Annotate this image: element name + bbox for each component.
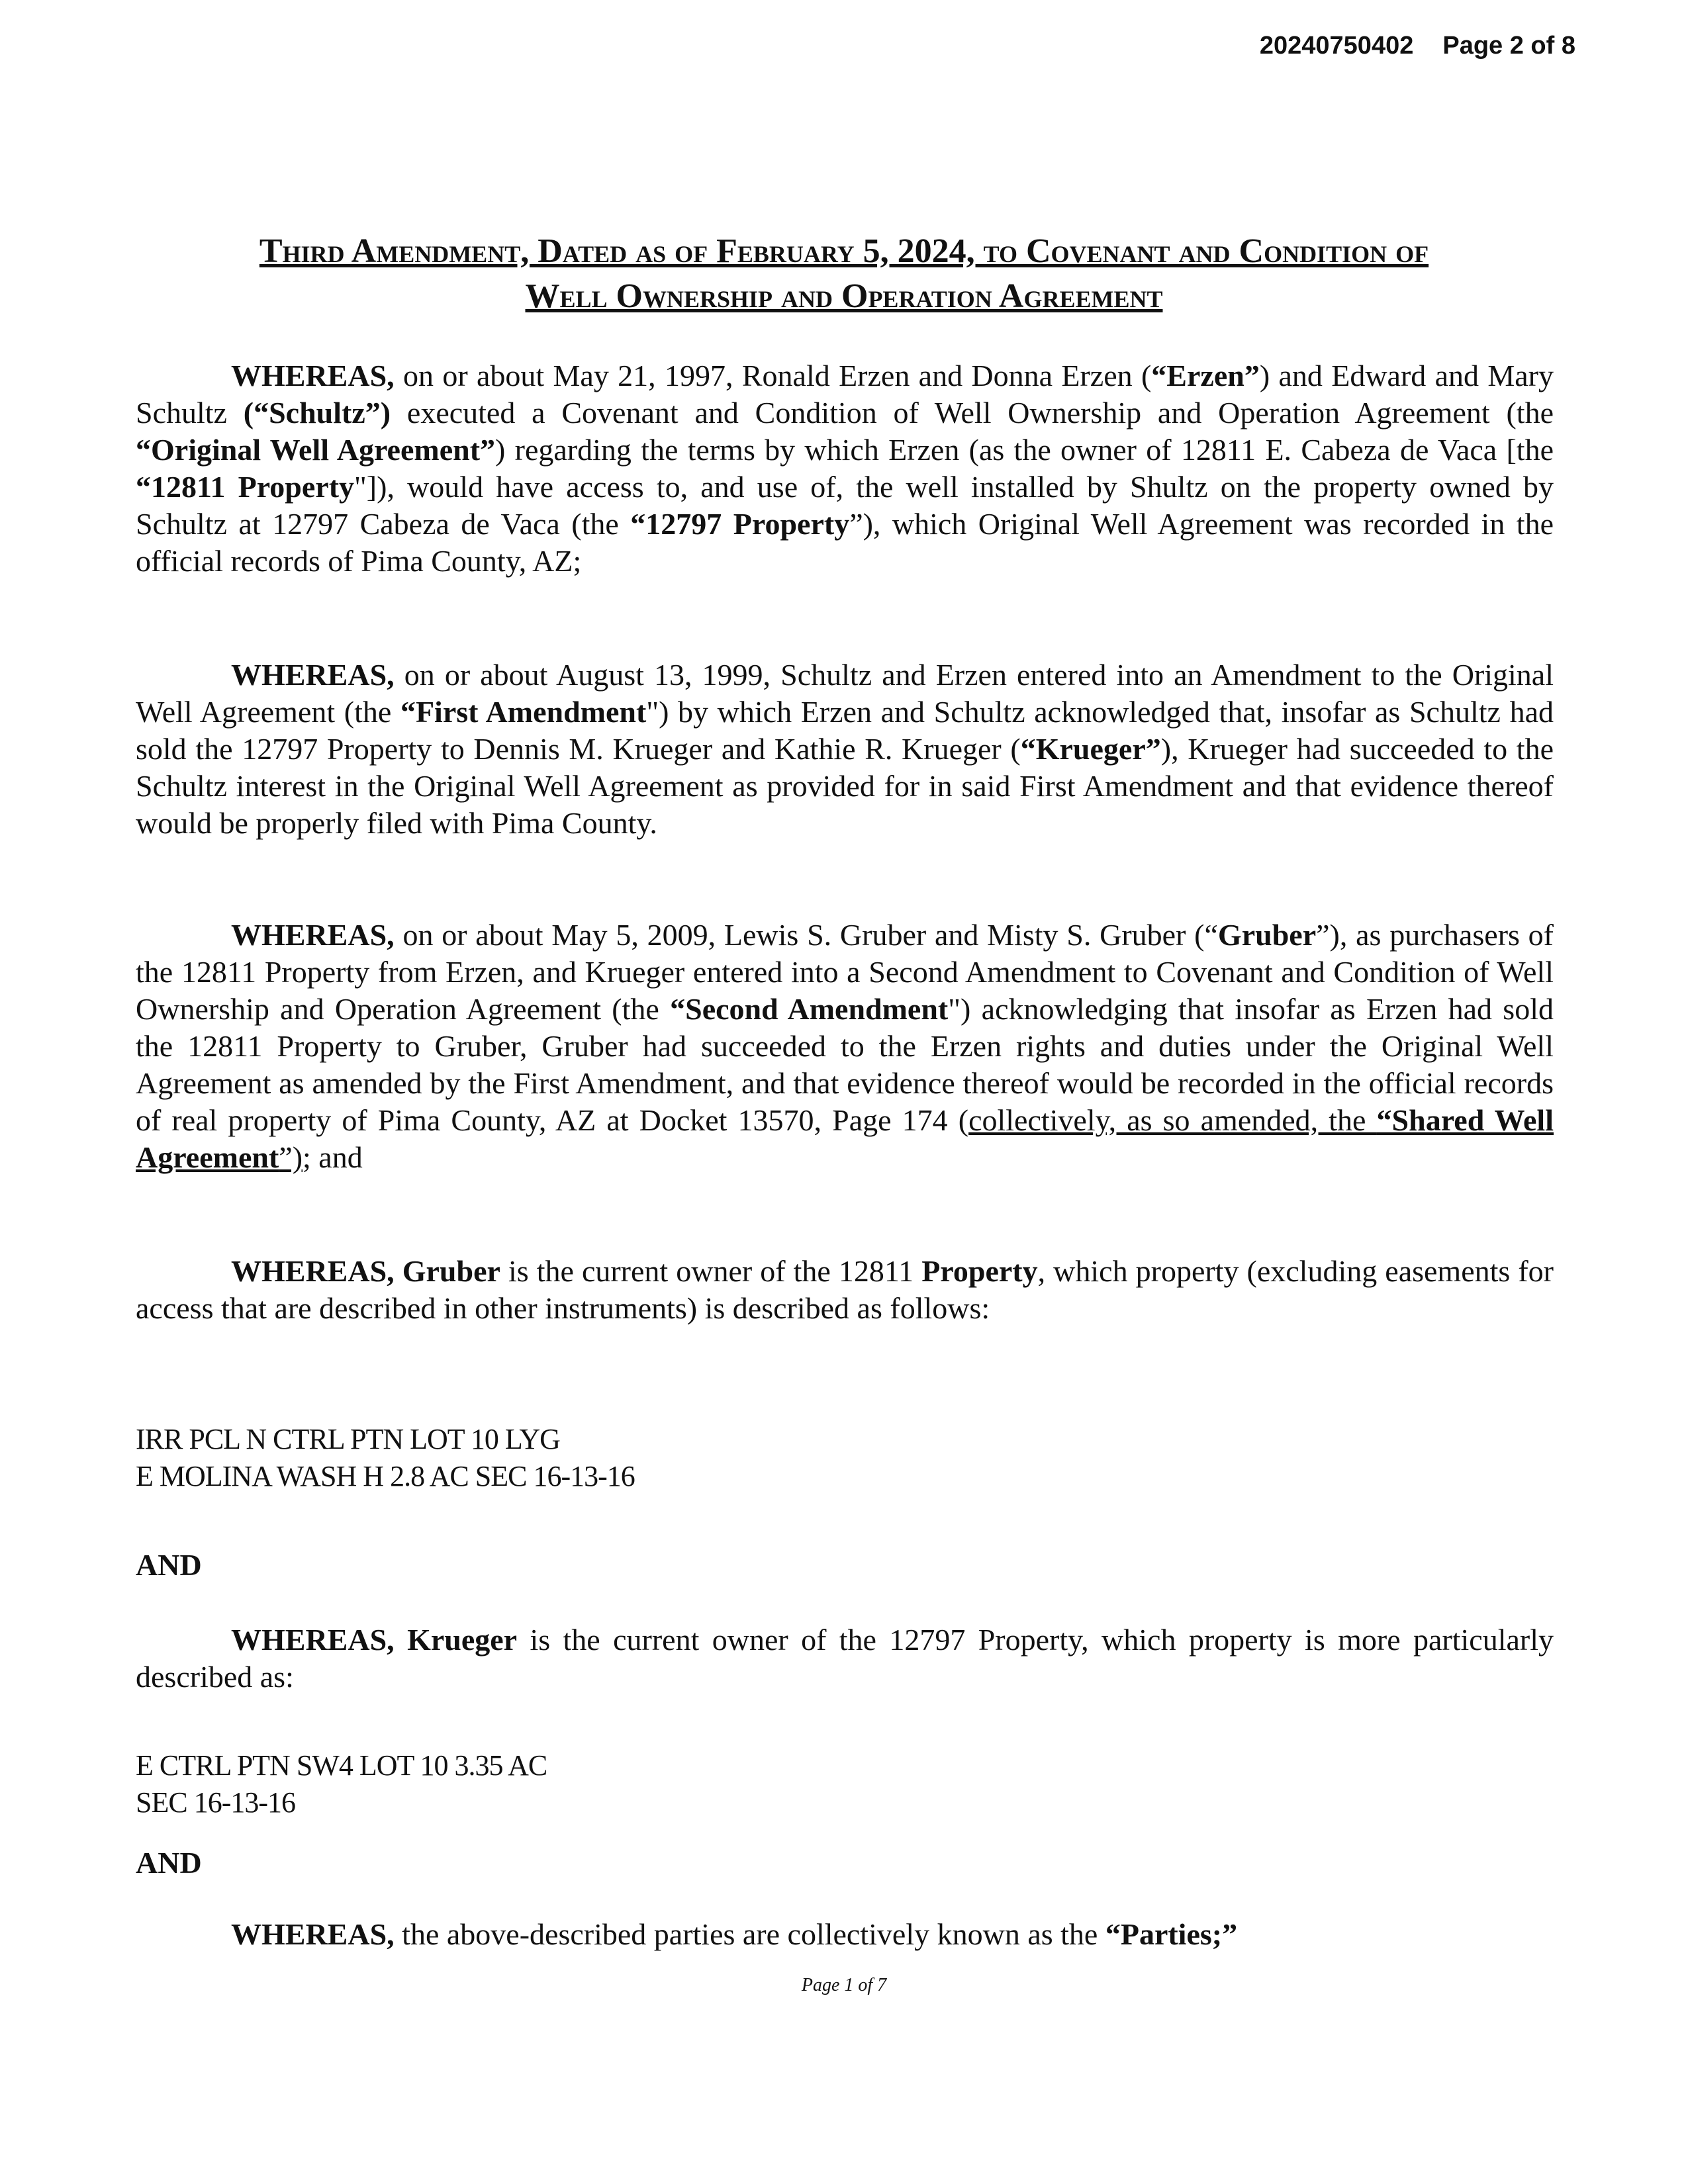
whereas-label: WHEREAS, [231,1623,395,1657]
whereas-label: WHEREAS, [231,918,395,952]
whereas-label: WHEREAS, [231,1254,395,1288]
whereas-label: WHEREAS, [231,1917,395,1951]
recital-first-amendment: WHEREAS, on or about August 13, 1999, Schultz and Erzen entered into an Amendment to the Original Well Agreement (the “First Amendment") by which Erzen and Schultz acknowledged that, insofar as Schultz had sold the 12797 Property to Dennis M. Krueger and Kathie R. Krueger (“Krueger”), Krueger had succeeded to the Schultz interest in the Original Well Agreement as provided for in said First Amendment and that evidence thereof would be properly filed with Pima County. [136,658,1554,840]
recital-parties: WHEREAS, the above-described parties are collectively known as the “Parties;” [231,1917,1238,1951]
shared-well-definition: collectively, as so amended, the “Shared Well Agreement”) [136,1103,1554,1174]
legal-description-12811: IRR PCL N CTRL PTN LOT 10 LYG E MOLINA WASH H 2.8 AC SEC 16-13-16 [136,1423,635,1492]
recital-second-amendment: WHEREAS, on or about May 5, 2009, Lewis S. Gruber and Misty S. Gruber (“Gruber”), as purchasers of the 12811 Property from Erzen, and Krueger entered into a Second Amendment to Covenant and Condition of Well Ownership and Operation Agreement (the “Second Amendment") acknowledging that insofar as Erzen had sold the 12811 Property to Gruber, Gruber had succeeded to the Erzen rights and duties under the Original Well Agreement as amended by the First Amendment, and that evidence thereof would be recorded in the official records of real property of Pima County, AZ at Docket 13570, Page 174 (collectively, as so amended, the “Shared Well Agreement”); and [136,918,1554,1174]
recital-gruber-owner: WHEREAS, Gruber is the current owner of the 12811 Property, which property (excluding easements for access that are described in other instruments) is described as follows: [136,1254,1554,1325]
page-footer: Page 1 of 7 [801,1975,887,1995]
title-line-2: Well Ownership and Operation Agreement [525,277,1163,315]
recital-krueger-owner: WHEREAS, Krueger is the current owner of the 12797 Property, which property is more particularly described as: [136,1623,1554,1694]
and-separator: AND [136,1846,202,1880]
page-indicator: Page 2 of 8 [1442,32,1575,60]
document-number: 20240750402 [1259,32,1414,60]
whereas-label: WHEREAS, [231,359,395,392]
document-title [136,229,1552,319]
legal-description-12797: E CTRL PTN SW4 LOT 10 3.35 AC SEC 16-13-16 [136,1749,547,1819]
whereas-label: WHEREAS, [231,658,395,692]
title-line-1: Third Amendment, Dated as of February 5, 2024, to Covenant and Condition of [259,232,1429,270]
and-separator: AND [136,1548,202,1582]
recital-original-agreement: WHEREAS, on or about May 21, 1997, Ronald Erzen and Donna Erzen (“Erzen”) and Edward and Mary Schultz (“Schultz”) executed a Covenant and Condition of Well Ownership and Operation Agreement (the “Original Well Agreement”) regarding the terms by which Erzen (as the owner of 12811 E. Cabeza de Vaca [the “12811 Property"]), would have access to, and use of, the well installed by Shultz on the property owned by Schultz at 12797 Cabeza de Vaca (the “12797 Property”), which Original Well Agreement was recorded in the official records of Pima County, AZ; [136,359,1554,578]
recording-stamp [1260,32,1575,60]
